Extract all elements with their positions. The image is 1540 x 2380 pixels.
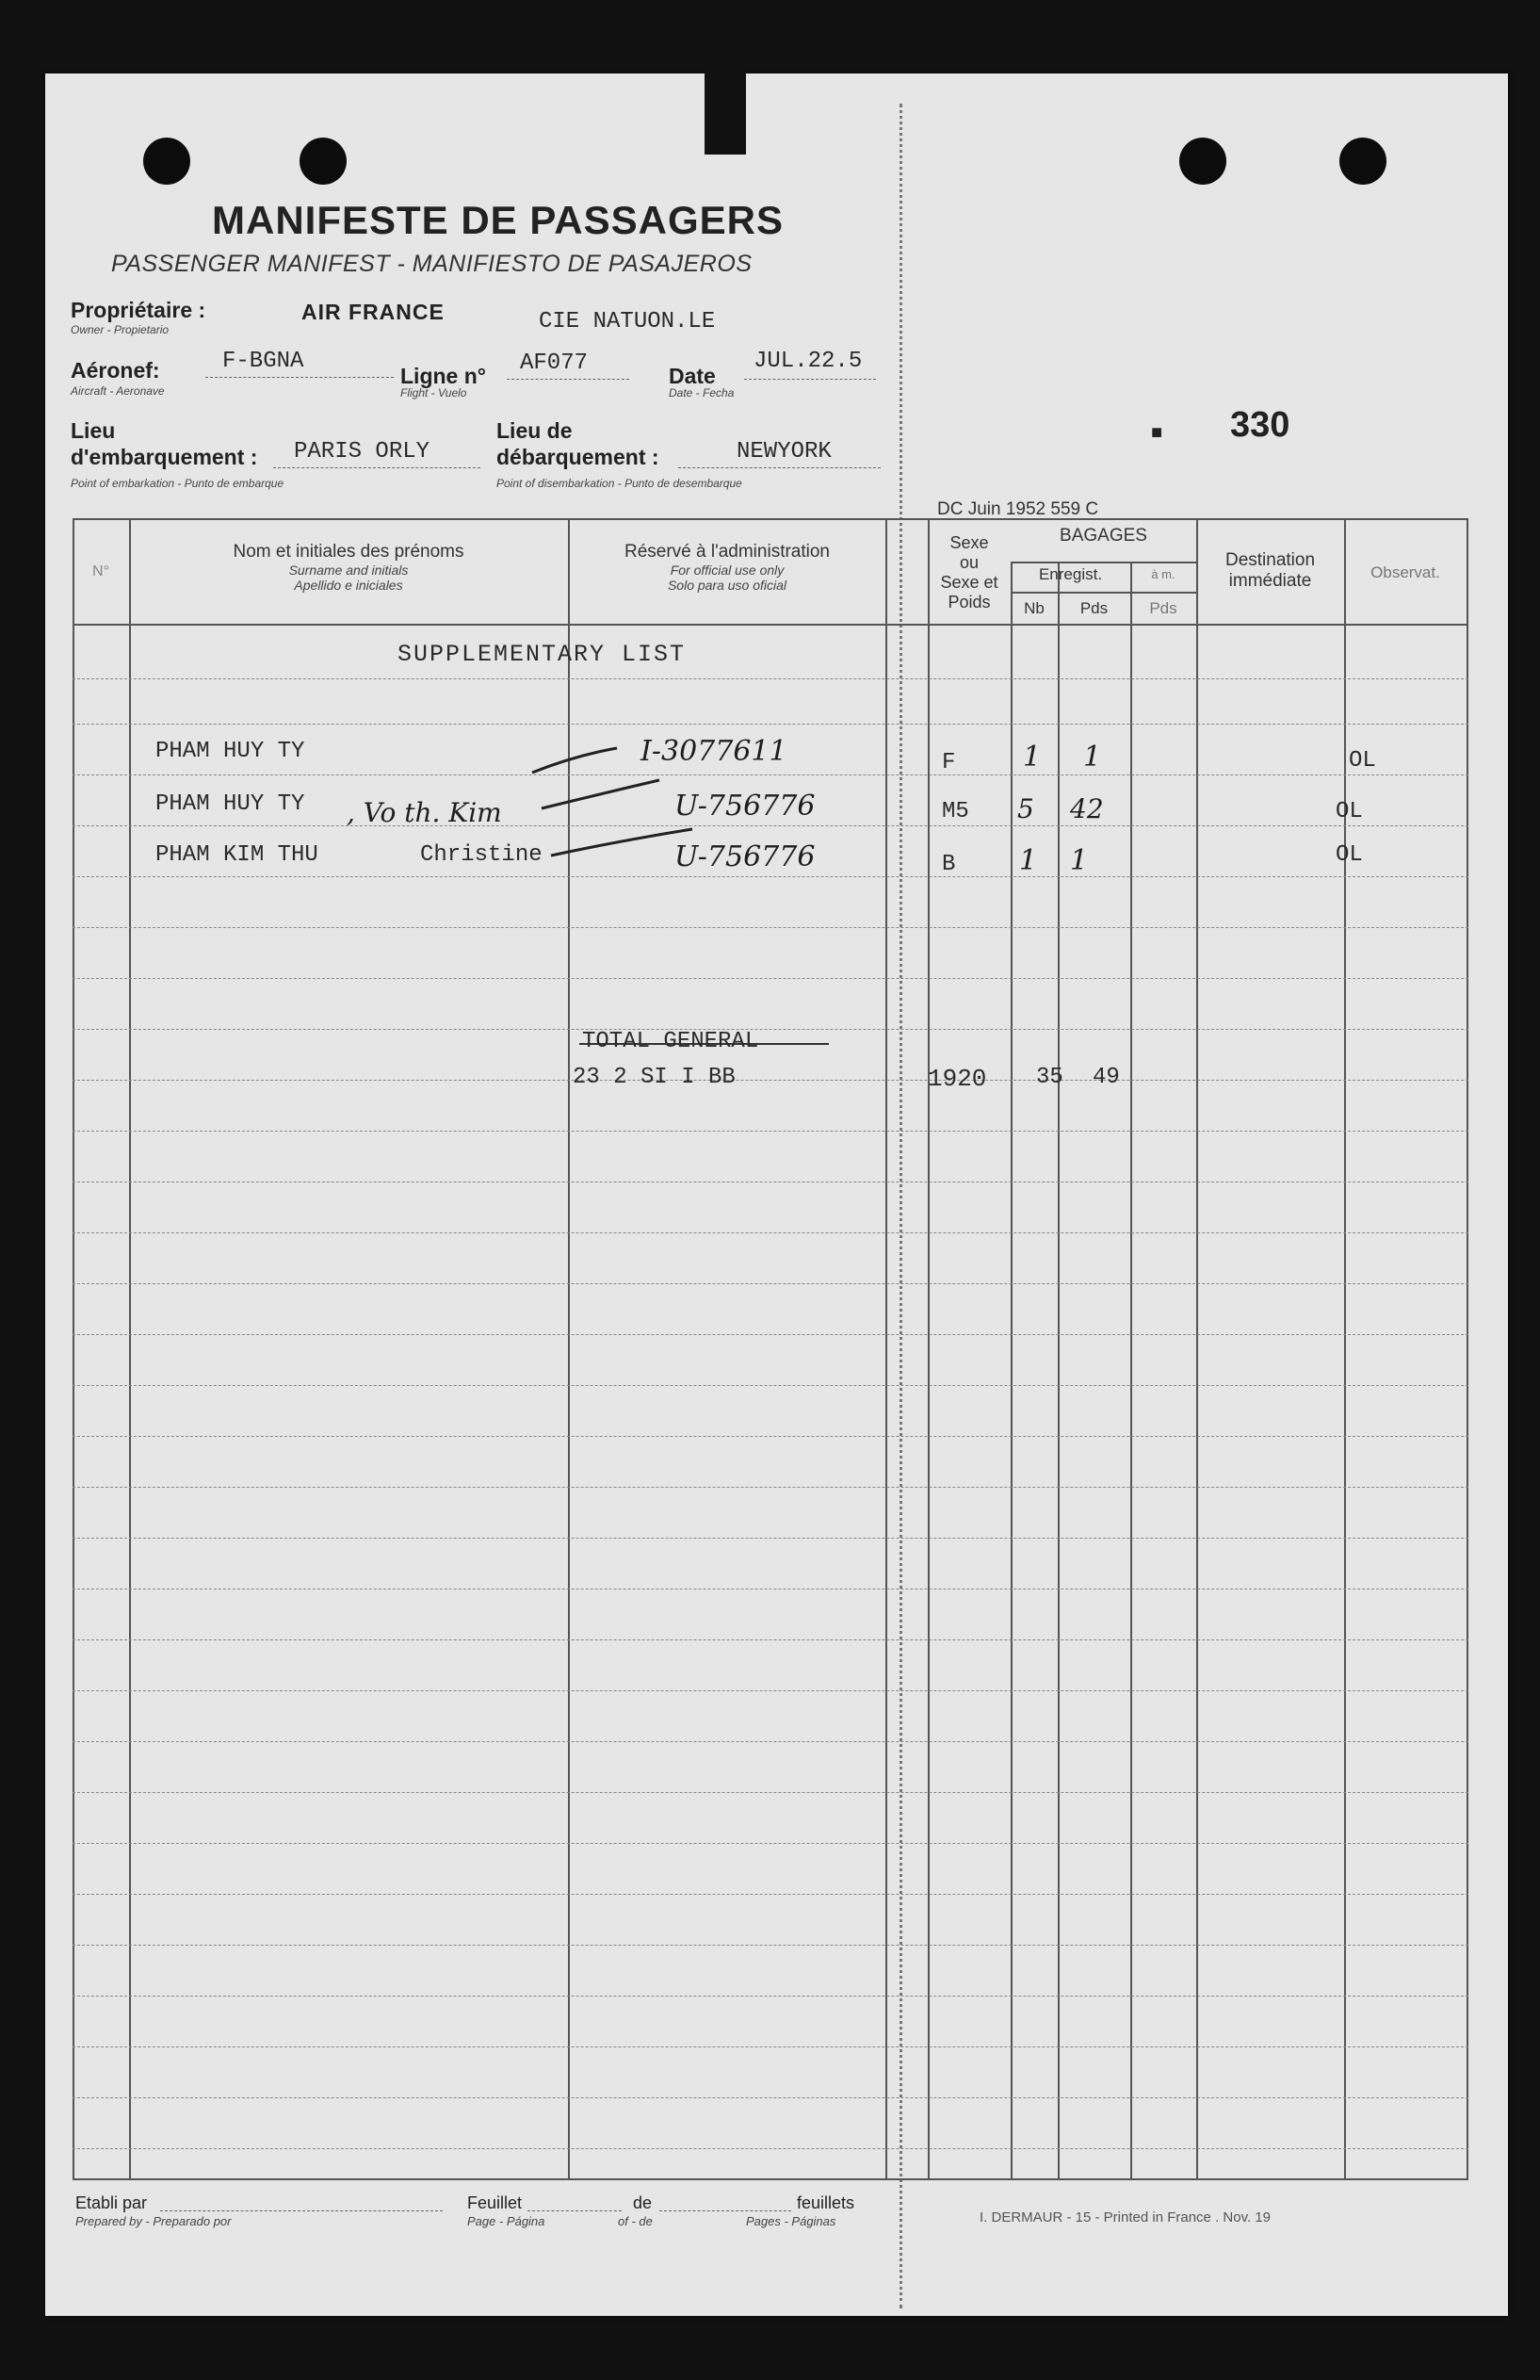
aircraft-sub: Aircraft - Aeronave bbox=[71, 384, 165, 398]
col-header-name-fr: Nom et initiales des prénoms bbox=[233, 542, 464, 562]
of-underline bbox=[659, 2210, 791, 2211]
passenger-2-admin: U-756776 bbox=[674, 790, 816, 823]
disembark-value: NEWYORK bbox=[737, 439, 832, 465]
aircraft-label: Aéronef: bbox=[71, 358, 160, 383]
passenger-1-name: PHAM HUY TY bbox=[155, 739, 305, 764]
col-header-no: N° bbox=[92, 563, 109, 579]
flight-value: AF077 bbox=[520, 350, 589, 376]
col-header-hand-pds: Pds bbox=[1149, 599, 1177, 617]
number-mark-icon: ■ bbox=[1151, 422, 1163, 443]
flight-sub: Flight - Vuelo bbox=[400, 386, 467, 399]
total-weight: 1920 bbox=[928, 1065, 987, 1093]
col-header-nb: Nb bbox=[1024, 599, 1045, 617]
col-header-registered: Enregist. bbox=[1038, 565, 1103, 583]
disembark-label-1: Lieu de bbox=[496, 418, 573, 443]
printer-credit: I. DERMAUR - 15 - Printed in France . Nov. 19 bbox=[980, 2209, 1271, 2225]
sheet-label: Feuillet bbox=[467, 2193, 523, 2212]
passenger-1-pds: 1 bbox=[1083, 741, 1102, 774]
col-header-sex-4: Poids bbox=[948, 593, 991, 611]
col-header-remarks: Observat. bbox=[1370, 563, 1440, 581]
passenger-1-sex: F bbox=[942, 750, 956, 775]
passenger-3-pds: 1 bbox=[1070, 844, 1089, 877]
prepared-underline bbox=[160, 2210, 443, 2211]
col-header-destination-2: immédiate bbox=[1228, 571, 1312, 591]
embark-label-2: d'embarquement : bbox=[71, 445, 258, 469]
prepared-label: Etabli par bbox=[75, 2193, 148, 2212]
total-nb: 35 bbox=[1036, 1065, 1063, 1090]
pen-stroke bbox=[551, 829, 692, 856]
col-header-baggage: BAGAGES bbox=[1060, 526, 1147, 546]
aircraft-value: F-BGNA bbox=[222, 349, 304, 374]
passenger-3-admin: U-756776 bbox=[674, 840, 816, 873]
form-code: DC Juin 1952 559 C bbox=[937, 499, 1099, 519]
passenger-3-remark: OL bbox=[1336, 842, 1363, 868]
passenger-1-admin: I-3077611 bbox=[640, 735, 787, 768]
passenger-2-nb: 5 bbox=[1017, 793, 1034, 824]
passenger-2-pds: 42 bbox=[1070, 793, 1104, 824]
passenger-3-nb: 1 bbox=[1019, 844, 1038, 877]
passenger-2-annotation: , Vo th. Kim bbox=[347, 797, 502, 828]
total-label: TOTAL GENERAL bbox=[582, 1029, 759, 1054]
disembark-sub: Point of disembarkation - Punto de desembarque bbox=[496, 477, 742, 490]
embark-sub: Point of embarkation - Punto de embarque bbox=[71, 477, 284, 490]
date-sub: Date - Fecha bbox=[669, 386, 735, 399]
sheet-underline bbox=[527, 2210, 622, 2211]
of-sub: of - de bbox=[618, 2214, 653, 2228]
embark-label-1: Lieu bbox=[71, 418, 116, 443]
total-line: 23 2 SI I BB bbox=[573, 1065, 736, 1090]
passenger-3-sex: B bbox=[942, 852, 956, 877]
col-header-name-en: Surname and initials bbox=[288, 562, 409, 578]
sheet-sub: Page - Página bbox=[467, 2214, 545, 2228]
owner-typed: CIE NATUON.LE bbox=[539, 309, 716, 334]
passenger-2-name: PHAM HUY TY bbox=[155, 791, 305, 817]
page-subtitle: PASSENGER MANIFEST - MANIFIESTO DE PASAJEROS bbox=[111, 251, 753, 277]
passenger-1-nb: 1 bbox=[1023, 741, 1042, 774]
passenger-3-annotation: Christine bbox=[420, 842, 543, 868]
page-number: 330 bbox=[1230, 405, 1290, 445]
sheets-label: feuillets bbox=[797, 2193, 855, 2212]
prepared-sub: Prepared by - Preparado por bbox=[75, 2214, 232, 2228]
supplementary-heading: SUPPLEMENTARY LIST bbox=[397, 641, 687, 668]
date-label: Date bbox=[669, 364, 716, 388]
col-header-admin-fr: Réservé à l'administration bbox=[624, 542, 830, 562]
embark-value: PARIS ORLY bbox=[294, 439, 430, 465]
pen-stroke bbox=[532, 748, 617, 773]
disembark-label-2: débarquement : bbox=[496, 445, 659, 469]
col-header-admin-es: Solo para uso oficial bbox=[667, 578, 787, 593]
passenger-2-remark: OL bbox=[1336, 799, 1363, 824]
col-header-sex-1: Sexe bbox=[949, 533, 989, 552]
passenger-3-name: PHAM KIM THU bbox=[155, 842, 318, 868]
passenger-1-remark: OL bbox=[1349, 748, 1376, 774]
col-header-destination-1: Destination bbox=[1224, 550, 1316, 570]
pen-stroke bbox=[542, 780, 659, 808]
owner-sub: Owner - Propietario bbox=[71, 323, 170, 336]
of-label: de bbox=[633, 2193, 653, 2212]
flight-label: Ligne n° bbox=[400, 364, 486, 388]
col-header-sex-2: ou bbox=[959, 553, 980, 572]
passenger-2-sex: M5 bbox=[942, 799, 969, 824]
col-header-admin-en: For official use only bbox=[670, 562, 785, 578]
col-header-name-es: Apellido e iniciales bbox=[294, 578, 403, 593]
col-header-pds: Pds bbox=[1079, 599, 1109, 617]
owner-label: Propriétaire : bbox=[71, 298, 206, 322]
total-pds: 49 bbox=[1093, 1065, 1120, 1090]
owner-value: AIR FRANCE bbox=[301, 300, 445, 324]
col-header-hand: à m. bbox=[1151, 567, 1175, 581]
page-title: MANIFESTE DE PASSAGERS bbox=[212, 198, 784, 242]
col-header-sex-3: Sexe et bbox=[940, 573, 998, 592]
sheets-sub: Pages - Páginas bbox=[746, 2214, 836, 2228]
date-value: JUL.22.5 bbox=[754, 349, 863, 374]
